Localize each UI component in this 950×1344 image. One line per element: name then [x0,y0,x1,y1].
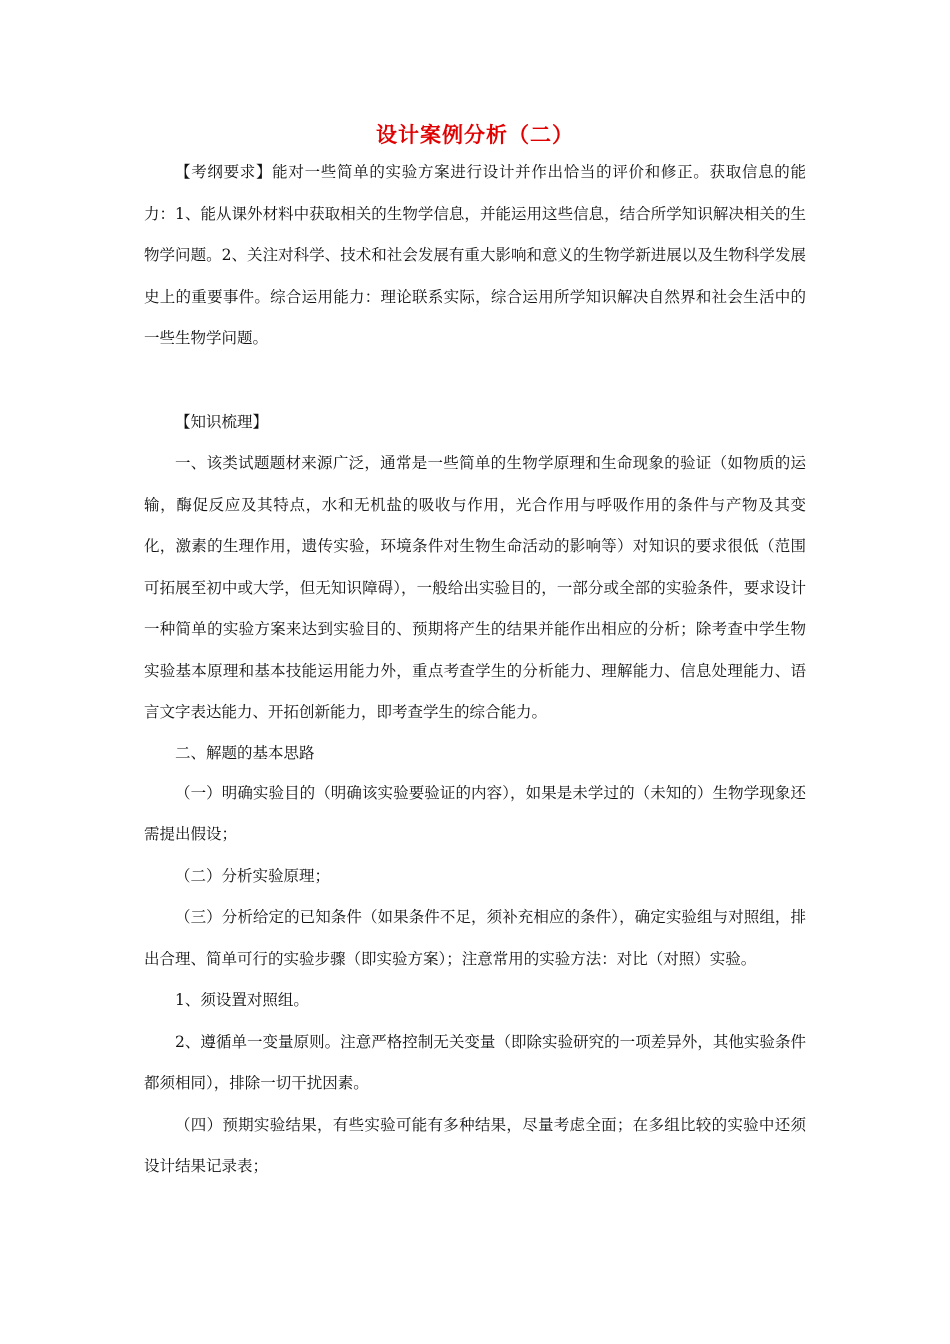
section-one-paragraph: 一、该类试题题材来源广泛，通常是一些简单的生物学原理和生命现象的验证（如物质的运输，酶促反应及其特点，水和无机盐的吸收与作用，光合作用与呼吸作用的条件与产物及其变化，激素的生理作用，遗传实验，环境条件对生物生命活动的影响等）对知识的要求很低（范围可拓展至初中或大学，但无知识障碍），一般给出实验目的，一部分或全部的实验条件，要求设计一种简单的实验方案来达到实验目的、预期将产生的结果并能作出相应的分析；除考查中学生物实验基本原理和基本技能运用能力外，重点考查学生的分析能力、理解能力、信息处理能力、语言文字表达能力、开拓创新能力，即考查学生的综合能力。 [144,454,806,721]
step-three-paragraph: （三）分析给定的已知条件（如果条件不足，须补充相应的条件），确定实验组与对照组，排出合理、简单可行的实验步骤（即实验方案）；注意常用的实验方法：对比（对照）实验。 [144,908,806,968]
rule-two-paragraph: 2、遵循单一变量原则。注意严格控制无关变量（即除实验研究的一项差异外，其他实验条件都须相同），排除一切干扰因素。 [144,1032,806,1092]
blank-line [144,360,806,402]
knowledge-summary-heading: 【知识梳理】 [175,412,269,431]
step-one-paragraph: （一）明确实验目的（明确该实验要验证的内容），如果是未学过的（未知的）生物学现象还需提出假设； [144,783,806,843]
exam-requirements-paragraph: 【考纲要求】能对一些简单的实验方案进行设计并作出恰当的评价和修正。获取信息的能力：1、能从课外材料中获取相关的生物学信息，并能运用这些信息，结合所学知识解决相关的生物学问题。2、关注对科学、技术和社会发展有重大影响和意义的生物学新进展以及生物科学发展史上的重要事件。综合运用能力：理论联系实际，综合运用所学知识解决自然界和社会生活中的一些生物学问题。 [144,163,806,347]
step-four-paragraph: （四）预期实验结果，有些实验可能有多种结果，尽量考虑全面；在多组比较的实验中还须设计结果记录表； [144,1115,806,1175]
step-two-paragraph: （二）分析实验原理； [175,866,331,885]
document-page [144,118,806,1188]
document-title: 设计案例分析（二） [376,123,574,147]
section-two-heading: 二、解题的基本思路 [175,743,315,762]
rule-one-paragraph: 1、须设置对照组。 [175,991,309,1009]
